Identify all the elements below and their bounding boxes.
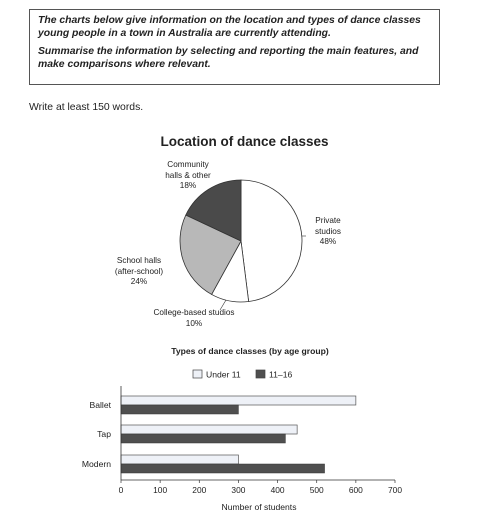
x-tick-label: 700 <box>388 485 402 495</box>
pie-slice <box>241 180 302 302</box>
label-line: studios <box>315 226 341 236</box>
bar-x-axis-label: Number of students <box>221 502 297 512</box>
label-line: Community <box>167 160 209 169</box>
legend-swatch-under-11 <box>193 370 202 378</box>
label-line: halls & other <box>165 170 211 180</box>
bar-11-16 <box>121 464 325 473</box>
bar-category-label: Ballet <box>89 400 111 410</box>
legend-swatch-11-16 <box>256 370 265 378</box>
label-line: (after-school) <box>114 266 164 276</box>
word-count-instruction: Write at least 150 words. <box>29 102 144 113</box>
bar-under-11 <box>121 396 356 405</box>
legend-label-11-16: 11–16 <box>269 369 293 380</box>
bar-under-11 <box>121 455 238 464</box>
x-tick-label: 400 <box>270 485 285 495</box>
bar-chart-title: Types of dance classes (by age group) <box>171 346 329 356</box>
task-description: The charts below give information on the location and types of dance classes young people in a town in Australia are currently attending. <box>38 15 421 39</box>
x-tick-label: 0 <box>118 485 124 495</box>
x-tick-label: 100 <box>153 485 168 495</box>
x-tick-label: 500 <box>309 485 324 495</box>
pie-label-school <box>104 256 174 288</box>
x-tick-label: 200 <box>192 485 207 495</box>
label-line: College-based studios <box>153 308 235 317</box>
task-instruction: Summarise the information by selecting and reporting the main features, and make comparisons where relevant. <box>38 46 419 70</box>
bar-category-label: Modern <box>81 459 111 469</box>
pie-label-college <box>138 308 250 329</box>
label-value: 24% <box>130 277 148 286</box>
pie-label-community <box>150 160 226 192</box>
label-line: School halls <box>116 256 162 265</box>
bar-11-16 <box>121 434 285 443</box>
label-value: 48% <box>319 237 337 246</box>
bar-category-label: Tap <box>97 429 111 439</box>
x-tick-label: 300 <box>231 485 246 495</box>
bar-11-16 <box>121 405 238 414</box>
label-value: 18% <box>179 181 197 190</box>
x-tick-label: 600 <box>348 485 363 495</box>
label-value: 10% <box>185 318 203 328</box>
bar-under-11 <box>121 425 297 434</box>
pie-label-private <box>304 216 352 248</box>
legend-label-under-11: Under 11 <box>206 369 241 380</box>
pie-chart-title: Location of dance classes <box>160 134 329 149</box>
label-line: Private <box>315 216 341 225</box>
